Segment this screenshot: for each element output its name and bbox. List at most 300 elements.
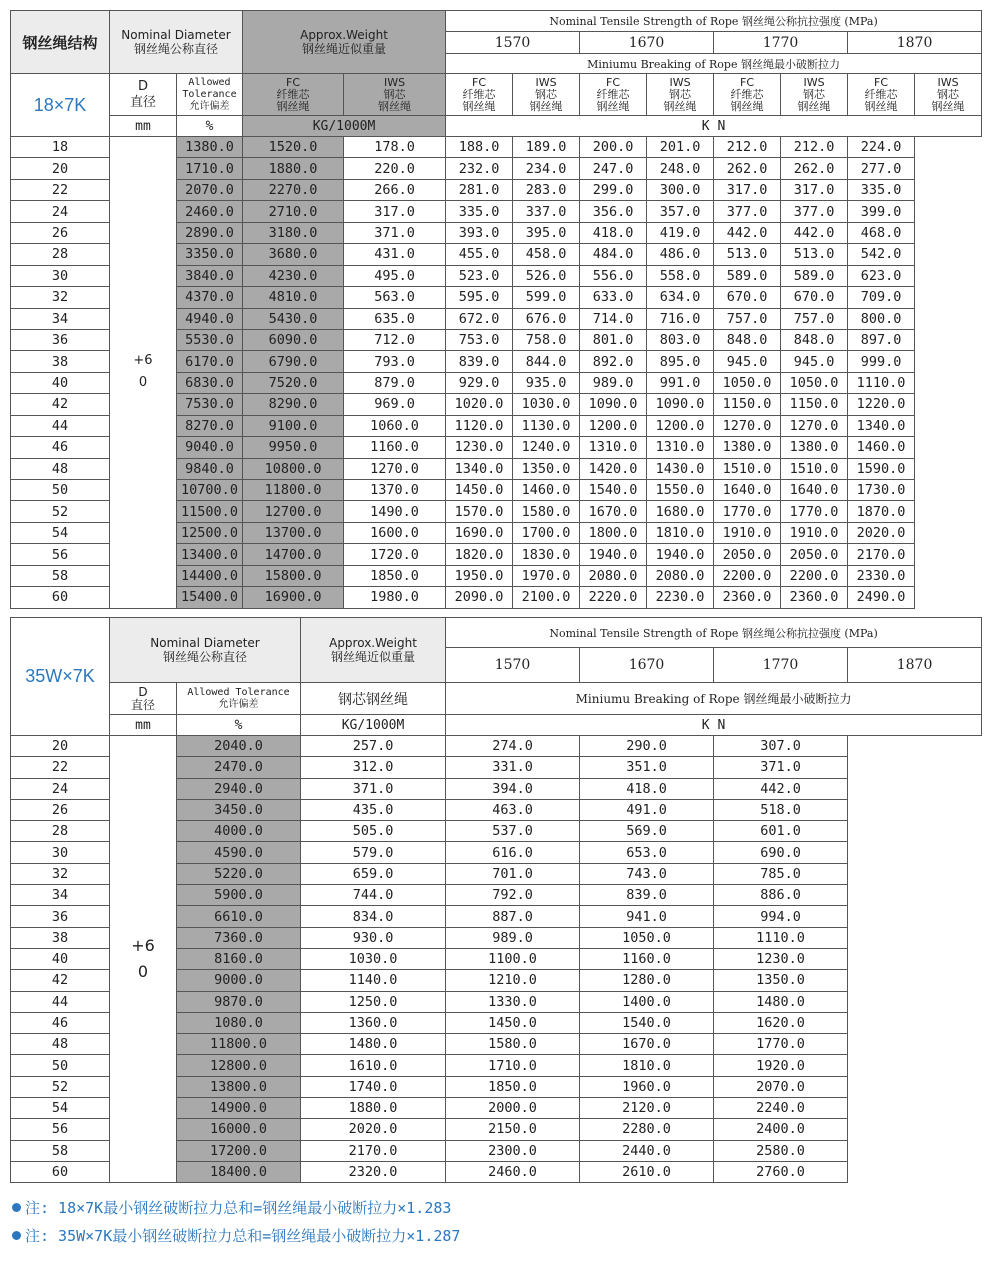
cell-breaking-force: 556.0 bbox=[580, 265, 647, 286]
cell-breaking-force: 491.0 bbox=[580, 799, 714, 820]
cell-breaking-force: 1940.0 bbox=[647, 544, 714, 565]
cell-breaking-force: 569.0 bbox=[580, 821, 714, 842]
cell-breaking-force: 200.0 bbox=[580, 137, 647, 158]
diameter-cn: 直径 bbox=[129, 94, 156, 110]
cell-breaking-force: 1380.0 bbox=[714, 437, 781, 458]
cell-breaking-force: 2100.0 bbox=[513, 587, 580, 608]
unit-mm: mm bbox=[110, 715, 177, 736]
fc-label: FC bbox=[286, 75, 301, 89]
iws-cn: 钢芯 bbox=[803, 87, 826, 101]
grade-1570: 1570 bbox=[446, 648, 580, 683]
cell-diameter: 40 bbox=[11, 948, 110, 969]
unit-percent: % bbox=[177, 116, 243, 137]
cell-breaking-force: 1480.0 bbox=[301, 1034, 446, 1055]
cell-weight: 1520.0 bbox=[243, 137, 344, 158]
iws-rope: 钢丝绳 bbox=[931, 99, 965, 113]
nominal-diameter-cn: 钢丝绳公称直径 bbox=[134, 42, 219, 56]
cell-weight: 17200.0 bbox=[177, 1140, 301, 1161]
tolerance-value bbox=[110, 736, 177, 1183]
cell-breaking-force: 941.0 bbox=[580, 906, 714, 927]
cell-diameter: 34 bbox=[11, 885, 110, 906]
cell-breaking-force: 418.0 bbox=[580, 778, 714, 799]
cell-weight: 3350.0 bbox=[177, 244, 243, 265]
cell-weight: 7360.0 bbox=[177, 927, 301, 948]
cell-breaking-force: 2170.0 bbox=[301, 1140, 446, 1161]
cell-breaking-force: 1100.0 bbox=[446, 948, 580, 969]
cell-diameter: 44 bbox=[11, 415, 110, 436]
cell-diameter: 32 bbox=[11, 863, 110, 884]
cell-weight: 3450.0 bbox=[177, 799, 301, 820]
cell-weight: 2270.0 bbox=[243, 179, 344, 200]
cell-breaking-force: 463.0 bbox=[446, 799, 580, 820]
iws-rope: 钢丝绳 bbox=[797, 99, 831, 113]
cell-breaking-force: 300.0 bbox=[647, 179, 714, 200]
cell-weight: 8160.0 bbox=[177, 948, 301, 969]
cell-breaking-force: 212.0 bbox=[714, 137, 781, 158]
cell-weight: 4000.0 bbox=[177, 821, 301, 842]
footnote-1 bbox=[12, 1194, 460, 1222]
fc-rope: 钢丝绳 bbox=[462, 99, 496, 113]
cell-breaking-force: 431.0 bbox=[344, 244, 446, 265]
cell-weight: 7520.0 bbox=[243, 372, 344, 393]
cell-diameter: 36 bbox=[11, 906, 110, 927]
cell-diameter: 28 bbox=[11, 244, 110, 265]
cell-weight: 1880.0 bbox=[243, 158, 344, 179]
cell-breaking-force: 1140.0 bbox=[301, 970, 446, 991]
cell-breaking-force: 1330.0 bbox=[446, 991, 580, 1012]
cell-breaking-force: 1670.0 bbox=[580, 1034, 714, 1055]
grade-1570: 1570 bbox=[446, 32, 580, 54]
cell-breaking-force: 377.0 bbox=[714, 201, 781, 222]
cell-breaking-force: 1550.0 bbox=[647, 480, 714, 501]
cell-weight: 2470.0 bbox=[177, 757, 301, 778]
cell-breaking-force: 744.0 bbox=[301, 885, 446, 906]
cell-diameter: 42 bbox=[11, 970, 110, 991]
cell-breaking-force: 317.0 bbox=[781, 179, 848, 200]
cell-diameter: 50 bbox=[11, 1055, 110, 1076]
cell-breaking-force: 1460.0 bbox=[848, 437, 915, 458]
cell-weight: 2040.0 bbox=[177, 736, 301, 757]
cell-breaking-force: 442.0 bbox=[714, 222, 781, 243]
cell-breaking-force: 929.0 bbox=[446, 372, 513, 393]
cell-breaking-force: 1770.0 bbox=[781, 501, 848, 522]
fc-rope: 钢丝绳 bbox=[864, 99, 898, 113]
cell-weight: 4810.0 bbox=[243, 287, 344, 308]
cell-weight: 11500.0 bbox=[177, 501, 243, 522]
cell-breaking-force: 212.0 bbox=[781, 137, 848, 158]
cell-breaking-force: 2150.0 bbox=[446, 1119, 580, 1140]
cell-breaking-force: 299.0 bbox=[580, 179, 647, 200]
cell-breaking-force: 714.0 bbox=[580, 308, 647, 329]
header-approx-weight bbox=[301, 618, 446, 683]
cell-breaking-force: 274.0 bbox=[446, 736, 580, 757]
cell-breaking-force: 844.0 bbox=[513, 351, 580, 372]
cell-weight: 9950.0 bbox=[243, 437, 344, 458]
cell-breaking-force: 716.0 bbox=[647, 308, 714, 329]
cell-breaking-force: 930.0 bbox=[301, 927, 446, 948]
cell-weight: 16000.0 bbox=[177, 1119, 301, 1140]
cell-breaking-force: 513.0 bbox=[714, 244, 781, 265]
cell-breaking-force: 2090.0 bbox=[446, 587, 513, 608]
fc-cn: 纤维芯 bbox=[596, 87, 630, 101]
cell-breaking-force: 178.0 bbox=[344, 137, 446, 158]
cell-weight: 12700.0 bbox=[243, 501, 344, 522]
cell-breaking-force: 1160.0 bbox=[344, 437, 446, 458]
cell-breaking-force: 220.0 bbox=[344, 158, 446, 179]
cell-breaking-force: 945.0 bbox=[714, 351, 781, 372]
cell-weight: 6790.0 bbox=[243, 351, 344, 372]
tolerance-upper: +6 bbox=[131, 936, 155, 956]
cell-breaking-force: 1570.0 bbox=[446, 501, 513, 522]
cell-breaking-force: 595.0 bbox=[446, 287, 513, 308]
cell-breaking-force: 371.0 bbox=[714, 757, 848, 778]
header-diameter bbox=[110, 683, 177, 715]
cell-breaking-force: 335.0 bbox=[446, 201, 513, 222]
cell-weight: 12500.0 bbox=[177, 522, 243, 543]
cell-breaking-force: 505.0 bbox=[301, 821, 446, 842]
cell-breaking-force: 1030.0 bbox=[301, 948, 446, 969]
cell-breaking-force: 1810.0 bbox=[580, 1055, 714, 1076]
cell-weight: 9100.0 bbox=[243, 415, 344, 436]
cell-breaking-force: 2360.0 bbox=[781, 587, 848, 608]
approx-weight-cn: 钢丝绳近似重量 bbox=[302, 42, 387, 56]
cell-weight: 9840.0 bbox=[177, 458, 243, 479]
cell-breaking-force: 633.0 bbox=[580, 287, 647, 308]
cell-weight: 4590.0 bbox=[177, 842, 301, 863]
cell-breaking-force: 247.0 bbox=[580, 158, 647, 179]
cell-breaking-force: 513.0 bbox=[781, 244, 848, 265]
cell-breaking-force: 201.0 bbox=[647, 137, 714, 158]
cell-weight: 6090.0 bbox=[243, 329, 344, 350]
bullet-icon bbox=[12, 1203, 21, 1212]
cell-breaking-force: 1340.0 bbox=[446, 458, 513, 479]
cell-breaking-force: 1430.0 bbox=[647, 458, 714, 479]
cell-breaking-force: 1970.0 bbox=[513, 565, 580, 586]
header-fc-1570 bbox=[446, 74, 513, 116]
cell-weight: 14400.0 bbox=[177, 565, 243, 586]
cell-breaking-force: 307.0 bbox=[714, 736, 848, 757]
cell-weight: 2460.0 bbox=[177, 201, 243, 222]
cell-diameter: 36 bbox=[11, 329, 110, 350]
cell-weight: 9870.0 bbox=[177, 991, 301, 1012]
cell-breaking-force: 1480.0 bbox=[714, 991, 848, 1012]
iws-cn: 钢芯 bbox=[669, 87, 692, 101]
cell-breaking-force: 418.0 bbox=[580, 222, 647, 243]
iws-rope: 钢丝绳 bbox=[663, 99, 697, 113]
cell-breaking-force: 1020.0 bbox=[446, 394, 513, 415]
table-35wx7k bbox=[10, 617, 982, 1183]
iws-rope: 钢丝绳 bbox=[529, 99, 563, 113]
cell-weight: 2940.0 bbox=[177, 778, 301, 799]
iws-cn: 钢芯 bbox=[383, 87, 406, 101]
cell-weight: 5430.0 bbox=[243, 308, 344, 329]
cell-breaking-force: 800.0 bbox=[848, 308, 915, 329]
cell-diameter: 50 bbox=[11, 480, 110, 501]
diameter-cn: 直径 bbox=[130, 697, 155, 712]
cell-diameter: 40 bbox=[11, 372, 110, 393]
fc-cn: 纤维芯 bbox=[276, 87, 310, 101]
cell-weight: 5900.0 bbox=[177, 885, 301, 906]
cell-breaking-force: 1580.0 bbox=[446, 1034, 580, 1055]
cell-breaking-force: 1640.0 bbox=[714, 480, 781, 501]
cell-breaking-force: 848.0 bbox=[714, 329, 781, 350]
cell-weight: 13800.0 bbox=[177, 1076, 301, 1097]
cell-breaking-force: 887.0 bbox=[446, 906, 580, 927]
cell-breaking-force: 266.0 bbox=[344, 179, 446, 200]
cell-breaking-force: 635.0 bbox=[344, 308, 446, 329]
header-iws-1670 bbox=[647, 74, 714, 116]
cell-breaking-force: 442.0 bbox=[781, 222, 848, 243]
cell-diameter: 22 bbox=[11, 179, 110, 200]
cell-breaking-force: 495.0 bbox=[344, 265, 446, 286]
header-min-breaking: Miniumu Breaking of Rope 钢丝绳最小破断拉力 bbox=[446, 683, 982, 715]
cell-breaking-force: 1700.0 bbox=[513, 522, 580, 543]
cell-diameter: 22 bbox=[11, 757, 110, 778]
cell-breaking-force: 1280.0 bbox=[580, 970, 714, 991]
cell-breaking-force: 2440.0 bbox=[580, 1140, 714, 1161]
cell-breaking-force: 2280.0 bbox=[580, 1119, 714, 1140]
cell-diameter: 28 bbox=[11, 821, 110, 842]
nominal-diameter-en: Nominal Diameter bbox=[121, 28, 231, 42]
fc-label: FC bbox=[606, 75, 621, 89]
cell-weight: 1080.0 bbox=[177, 1012, 301, 1033]
cell-breaking-force: 2330.0 bbox=[848, 565, 915, 586]
cell-breaking-force: 2080.0 bbox=[647, 565, 714, 586]
cell-breaking-force: 1870.0 bbox=[848, 501, 915, 522]
header-min-breaking: Miniumu Breaking of Rope 钢丝绳最小破断拉力 bbox=[446, 54, 982, 74]
bullet-icon bbox=[12, 1231, 21, 1240]
cell-breaking-force: 1540.0 bbox=[580, 1012, 714, 1033]
cell-breaking-force: 879.0 bbox=[344, 372, 446, 393]
header-fc-1670 bbox=[580, 74, 647, 116]
cell-breaking-force: 435.0 bbox=[301, 799, 446, 820]
cell-breaking-force: 1920.0 bbox=[714, 1055, 848, 1076]
cell-breaking-force: 1450.0 bbox=[446, 1012, 580, 1033]
cell-diameter: 58 bbox=[11, 1140, 110, 1161]
cell-weight: 2890.0 bbox=[177, 222, 243, 243]
cell-weight: 3680.0 bbox=[243, 244, 344, 265]
cell-breaking-force: 2490.0 bbox=[848, 587, 915, 608]
cell-breaking-force: 991.0 bbox=[647, 372, 714, 393]
cell-breaking-force: 1050.0 bbox=[580, 927, 714, 948]
cell-breaking-force: 1850.0 bbox=[344, 565, 446, 586]
cell-breaking-force: 2200.0 bbox=[714, 565, 781, 586]
cell-weight: 9000.0 bbox=[177, 970, 301, 991]
cell-breaking-force: 371.0 bbox=[301, 778, 446, 799]
diameter-d: D bbox=[138, 684, 148, 699]
cell-breaking-force: 1270.0 bbox=[714, 415, 781, 436]
cell-breaking-force: 1030.0 bbox=[513, 394, 580, 415]
cell-breaking-force: 393.0 bbox=[446, 222, 513, 243]
tolerance-cn: 允许偏差 bbox=[218, 698, 259, 710]
cell-weight: 5530.0 bbox=[177, 329, 243, 350]
cell-breaking-force: 1250.0 bbox=[301, 991, 446, 1012]
cell-breaking-force: 2020.0 bbox=[301, 1119, 446, 1140]
table-18x7k bbox=[10, 10, 982, 609]
grade-1670: 1670 bbox=[580, 648, 714, 683]
cell-breaking-force: 1640.0 bbox=[781, 480, 848, 501]
cell-breaking-force: 484.0 bbox=[580, 244, 647, 265]
cell-weight: 10700.0 bbox=[177, 480, 243, 501]
tolerance-en: Allowed Tolerance bbox=[187, 686, 290, 698]
cell-diameter: 30 bbox=[11, 842, 110, 863]
cell-breaking-force: 558.0 bbox=[647, 265, 714, 286]
cell-breaking-force: 712.0 bbox=[344, 329, 446, 350]
cell-breaking-force: 1360.0 bbox=[301, 1012, 446, 1033]
fc-cn: 纤维芯 bbox=[462, 87, 496, 101]
cell-diameter: 52 bbox=[11, 501, 110, 522]
cell-breaking-force: 419.0 bbox=[647, 222, 714, 243]
cell-breaking-force: 1490.0 bbox=[344, 501, 446, 522]
cell-breaking-force: 1110.0 bbox=[714, 927, 848, 948]
structure-label: 18×7K bbox=[11, 74, 110, 137]
fc-label: FC bbox=[472, 75, 487, 89]
cell-weight: 6610.0 bbox=[177, 906, 301, 927]
footnote-text: 注: 18×7K最小钢丝破断拉力总和=钢丝绳最小破断拉力×1.283 bbox=[25, 1199, 452, 1217]
cell-breaking-force: 2760.0 bbox=[714, 1161, 848, 1182]
cell-breaking-force: 1720.0 bbox=[344, 544, 446, 565]
cell-breaking-force: 2360.0 bbox=[714, 587, 781, 608]
cell-breaking-force: 526.0 bbox=[513, 265, 580, 286]
unit-kn: K N bbox=[446, 116, 982, 137]
cell-breaking-force: 1310.0 bbox=[580, 437, 647, 458]
cell-diameter: 18 bbox=[11, 137, 110, 158]
unit-percent: % bbox=[177, 715, 301, 736]
header-tolerance bbox=[177, 683, 301, 715]
cell-breaking-force: 2220.0 bbox=[580, 587, 647, 608]
cell-breaking-force: 357.0 bbox=[647, 201, 714, 222]
cell-breaking-force: 317.0 bbox=[344, 201, 446, 222]
cell-breaking-force: 518.0 bbox=[714, 799, 848, 820]
cell-breaking-force: 994.0 bbox=[714, 906, 848, 927]
table-row bbox=[11, 736, 982, 757]
cell-breaking-force: 1120.0 bbox=[446, 415, 513, 436]
cell-breaking-force: 848.0 bbox=[781, 329, 848, 350]
cell-breaking-force: 1800.0 bbox=[580, 522, 647, 543]
cell-breaking-force: 839.0 bbox=[580, 885, 714, 906]
cell-breaking-force: 792.0 bbox=[446, 885, 580, 906]
cell-weight: 8290.0 bbox=[243, 394, 344, 415]
cell-breaking-force: 1980.0 bbox=[344, 587, 446, 608]
cell-breaking-force: 486.0 bbox=[647, 244, 714, 265]
cell-breaking-force: 232.0 bbox=[446, 158, 513, 179]
cell-breaking-force: 2230.0 bbox=[647, 587, 714, 608]
cell-breaking-force: 283.0 bbox=[513, 179, 580, 200]
cell-breaking-force: 2610.0 bbox=[580, 1161, 714, 1182]
cell-breaking-force: 2170.0 bbox=[848, 544, 915, 565]
cell-breaking-force: 335.0 bbox=[848, 179, 915, 200]
cell-diameter: 26 bbox=[11, 799, 110, 820]
cell-breaking-force: 634.0 bbox=[647, 287, 714, 308]
cell-breaking-force: 337.0 bbox=[513, 201, 580, 222]
header-tensile-strength: Nominal Tensile Strength of Rope 钢丝绳公称抗拉强度 (MPa) bbox=[446, 618, 982, 648]
nominal-diameter-en: Nominal Diameter bbox=[150, 636, 260, 650]
header-iws-1870 bbox=[915, 74, 982, 116]
cell-breaking-force: 1240.0 bbox=[513, 437, 580, 458]
cell-breaking-force: 753.0 bbox=[446, 329, 513, 350]
cell-breaking-force: 2070.0 bbox=[714, 1076, 848, 1097]
cell-breaking-force: 1580.0 bbox=[513, 501, 580, 522]
cell-diameter: 32 bbox=[11, 287, 110, 308]
cell-breaking-force: 659.0 bbox=[301, 863, 446, 884]
fc-label: FC bbox=[740, 75, 755, 89]
cell-breaking-force: 2320.0 bbox=[301, 1161, 446, 1182]
cell-breaking-force: 1610.0 bbox=[301, 1055, 446, 1076]
cell-breaking-force: 999.0 bbox=[848, 351, 915, 372]
header-fc-1870 bbox=[848, 74, 915, 116]
cell-breaking-force: 589.0 bbox=[714, 265, 781, 286]
unit-mm: mm bbox=[110, 116, 177, 137]
cell-breaking-force: 1510.0 bbox=[781, 458, 848, 479]
cell-diameter: 24 bbox=[11, 201, 110, 222]
cell-weight: 16900.0 bbox=[243, 587, 344, 608]
tolerance-en-1: Allowed bbox=[188, 76, 231, 88]
fc-rope: 钢丝绳 bbox=[276, 99, 310, 113]
cell-breaking-force: 1710.0 bbox=[446, 1055, 580, 1076]
tolerance-en-2: Tolerance bbox=[182, 88, 237, 100]
footnote-2 bbox=[12, 1222, 460, 1250]
cell-breaking-force: 2200.0 bbox=[781, 565, 848, 586]
cell-breaking-force: 1160.0 bbox=[580, 948, 714, 969]
cell-breaking-force: 579.0 bbox=[301, 842, 446, 863]
cell-breaking-force: 1200.0 bbox=[647, 415, 714, 436]
cell-breaking-force: 1060.0 bbox=[344, 415, 446, 436]
cell-diameter: 48 bbox=[11, 458, 110, 479]
cell-breaking-force: 1230.0 bbox=[714, 948, 848, 969]
cell-breaking-force: 935.0 bbox=[513, 372, 580, 393]
cell-breaking-force: 670.0 bbox=[781, 287, 848, 308]
cell-breaking-force: 2020.0 bbox=[848, 522, 915, 543]
cell-breaking-force: 262.0 bbox=[781, 158, 848, 179]
fc-cn: 纤维芯 bbox=[730, 87, 764, 101]
cell-breaking-force: 672.0 bbox=[446, 308, 513, 329]
cell-breaking-force: 623.0 bbox=[848, 265, 915, 286]
table-row bbox=[11, 137, 982, 158]
cell-breaking-force: 2240.0 bbox=[714, 1098, 848, 1119]
cell-breaking-force: 589.0 bbox=[781, 265, 848, 286]
footnote-text: 注: 35W×7K最小钢丝破断拉力总和=钢丝绳最小破断拉力×1.287 bbox=[25, 1227, 461, 1245]
cell-breaking-force: 542.0 bbox=[848, 244, 915, 265]
cell-breaking-force: 1150.0 bbox=[714, 394, 781, 415]
cell-weight: 12800.0 bbox=[177, 1055, 301, 1076]
grade-1770: 1770 bbox=[714, 32, 848, 54]
cell-breaking-force: 262.0 bbox=[714, 158, 781, 179]
cell-breaking-force: 989.0 bbox=[446, 927, 580, 948]
cell-breaking-force: 1220.0 bbox=[848, 394, 915, 415]
cell-breaking-force: 1270.0 bbox=[344, 458, 446, 479]
cell-breaking-force: 969.0 bbox=[344, 394, 446, 415]
cell-diameter: 60 bbox=[11, 587, 110, 608]
cell-breaking-force: 563.0 bbox=[344, 287, 446, 308]
cell-breaking-force: 793.0 bbox=[344, 351, 446, 372]
cell-breaking-force: 2050.0 bbox=[714, 544, 781, 565]
cell-breaking-force: 1810.0 bbox=[647, 522, 714, 543]
cell-breaking-force: 1450.0 bbox=[446, 480, 513, 501]
header-tensile-strength: Nominal Tensile Strength of Rope 钢丝绳公称抗拉强度 (MPa) bbox=[446, 11, 982, 32]
unit-kg: KG/1000M bbox=[243, 116, 446, 137]
cell-breaking-force: 1380.0 bbox=[781, 437, 848, 458]
cell-breaking-force: 394.0 bbox=[446, 778, 580, 799]
cell-breaking-force: 1340.0 bbox=[848, 415, 915, 436]
cell-breaking-force: 1960.0 bbox=[580, 1076, 714, 1097]
cell-breaking-force: 2120.0 bbox=[580, 1098, 714, 1119]
cell-diameter: 30 bbox=[11, 265, 110, 286]
cell-weight: 3840.0 bbox=[177, 265, 243, 286]
cell-breaking-force: 834.0 bbox=[301, 906, 446, 927]
cell-breaking-force: 1200.0 bbox=[580, 415, 647, 436]
cell-weight: 14900.0 bbox=[177, 1098, 301, 1119]
cell-weight: 14700.0 bbox=[243, 544, 344, 565]
